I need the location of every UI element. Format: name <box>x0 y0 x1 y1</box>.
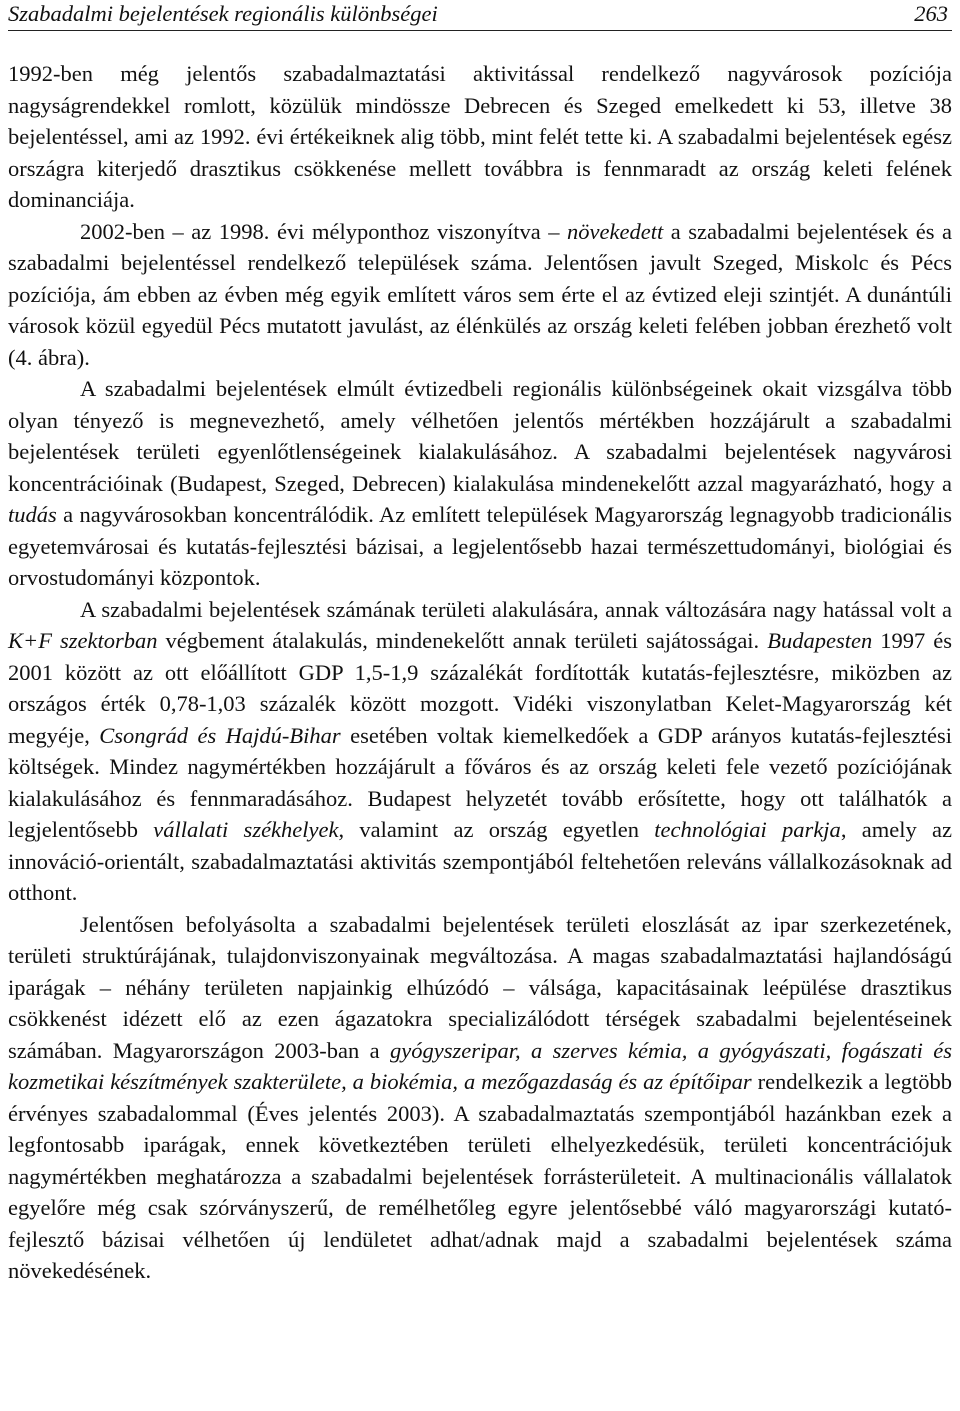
emphasis-text: vállalati székhelyek <box>153 817 339 842</box>
text-segment: végbement átalakulás, mindenekelőtt annak területi sajátosságai. <box>157 628 768 653</box>
text-segment: Jelentősen befolyásolta a szabadalmi bejelentések területi eloszlását az ipar szerkezetének, területi struktúrájának, tulajdonviszonyainak megváltozása. A magas szabadalmaztatási hajlandóságú iparágak – néhány területen napjainkig elhúzódó – válsága, kapacitásainak leépülése drasztikus csökkenést idézett elő az ezen ágazatokra specializálódott térségek szabadalmi bejelentéseinek számában. Magyarországon 2003-ban a <box>8 911 952 1063</box>
emphasis-text: Csongrád és Hajdú-Bihar <box>99 722 341 748</box>
emphasis-text: Budapesten <box>767 628 873 653</box>
emphasis-text: gyógyszeripar, a szerves kémia, a gyógyászati, fogászati és kozmetikai készítmények szakterülete, a biokémia, a mezőgazdaság és az építőipar <box>8 1037 952 1094</box>
text-segment: rendelkezik a legtöbb érvényes szabadalommal (Éves jelentés 2003). A szabadalmaztatás szempontjából hazánkban ezek a legfontosabb iparágak, ennek következtében területi elhelyezkedésük, területi koncentrációjuk nagymértékben meghatározza a szabadalmi bejelentések forrásterületeit. A multinacionális vállalatok egyelőre még csak szórványszerű, de remélhetőleg egyre jelentősebbé váló magyarországi kutató-fejlesztő bázisai vélhetően új lendületet adhat/adnak majd a szabadalmi bejelentések száma növekedésének. <box>8 1069 953 1283</box>
text-segment: a szabadalmi bejelentések és a szabadalmi bejelentéssel rendelkező települések száma. Jelentősen javult Szeged, Miskolc és Pécs pozíciója, ám ebben az évben még egyik említett város sem érte el az évtized eleji szintjét. A dunántúli városok közül egyedül Pécs mutatott javulást, az élénkülés az ország keleti felében jobban érezhető volt (4. ábra). <box>8 218 952 370</box>
paragraph <box>8 594 952 909</box>
text-segment: esetében voltak kiemelkedőek a GDP arányos kutatás-fejlesztési költségek. Mindez nagymértékben hozzájárult a főváros és az ország keleti fele vezető pozíciójának kialakulásához és fennmaradásához. Budapest helyzetét tovább erősítette, hogy ott találhatók a legjelentősebb <box>8 722 952 842</box>
emphasis-text: tudás <box>8 502 57 527</box>
text-segment: 1997 és 2001 között az ott előállított GDP 1,5-1,9 százalékát fordították kutatás-fejlesztésre, miközben az országos érték 0,78-1,03 százalék között mozgott. Vidéki viszonylatban Kelet-Magyarország két megyéje, <box>8 628 953 748</box>
paragraph <box>8 216 952 374</box>
text-segment: 2002-ben – az 1998. évi mélyponthoz viszonyítva – <box>80 218 568 244</box>
page-number: 263 <box>914 1 948 26</box>
running-header-title: Szabadalmi bejelentések regionális különbségei <box>8 1 438 26</box>
paragraph <box>8 58 952 216</box>
text-segment: A szabadalmi bejelentések számának területi alakulására, annak változására nagy hatással volt a <box>80 596 952 622</box>
emphasis-text: növekedett <box>567 218 664 244</box>
text-segment: , valamint az ország egyetlen <box>338 817 655 842</box>
paragraph <box>8 909 952 1287</box>
text-segment: A szabadalmi bejelentések elmúlt évtizedbeli regionális különbségeinek okait vizsgálva több olyan tényező is megnevezhető, amely vélhetően jelentős mértékben hozzájárult a szabadalmi bejelentések területi egyenlőtlenségeinek kialakulásához. A szabadalmi bejelentések nagyvárosi koncentrációinak (Budapest, Szeged, Debrecen) kialakulása mindenekelőtt azzal magyarázható, hogy a <box>8 376 952 496</box>
running-header <box>8 0 952 31</box>
text-segment: a nagyvárosokban koncentrálódik. Az említett települések Magyarország legnagyobb tradicionális egyetemvárosai és kutatás-fejlesztési bázisai, a legjelentősebb hazai természettudományi, biológiai és orvostudományi központok. <box>8 502 952 590</box>
text-segment: , amely az innováció-orientált, szabadalmaztatási aktivitás szempontjából feltehetően releváns vállalkozásoknak ad otthont. <box>8 817 952 905</box>
document-page <box>8 0 952 1411</box>
paragraph <box>8 373 952 594</box>
emphasis-text: K+F szektorban <box>8 628 158 653</box>
text-segment: 1992-ben még jelentős szabadalmaztatási aktivitással rendelkező nagyvárosok pozíciója nagyságrendekkel romlott, közülük mindössze Debrecen és Szeged emelkedett ki 53, illetve 38 bejelentéssel, ami az 1992. évi értékeiknek alig több, mint felét tette ki. A szabadalmi bejelentések egész országra kiterjedő drasztikus csökkenése mellett továbbra is fennmaradt az ország keleti felének dominanciája. <box>8 61 952 212</box>
body-text <box>8 58 952 1287</box>
emphasis-text: technológiai parkja <box>654 817 841 842</box>
